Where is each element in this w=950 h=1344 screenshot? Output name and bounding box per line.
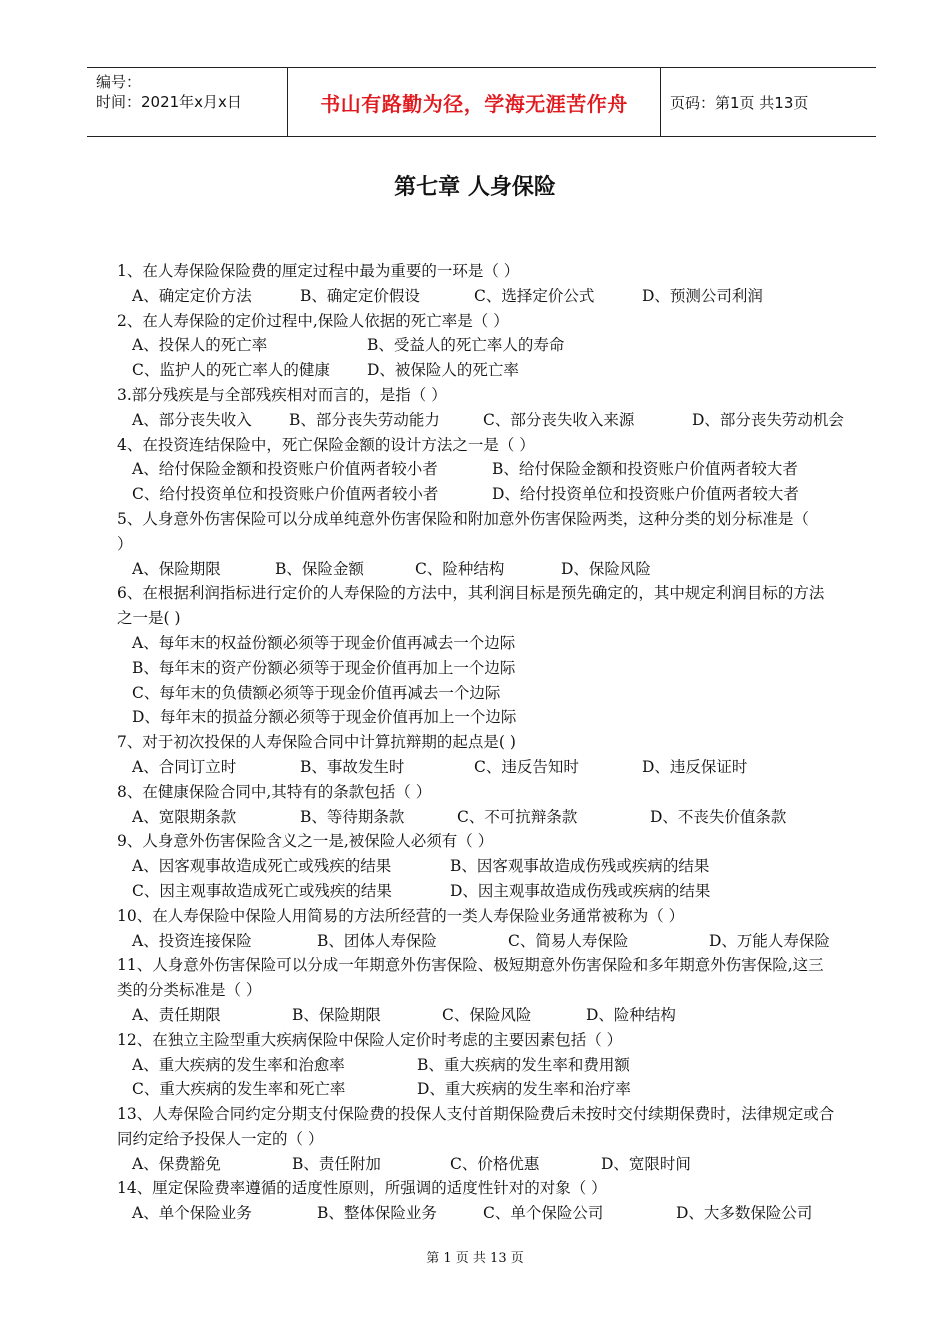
question-line: 3.部分残疾是与全部残疾相对而言的，是指（ ） [117,385,447,404]
answer-option: B、给付保险金额和投资账户价值两者较大者 [492,460,798,479]
answer-option: B、重大疾病的发生率和费用额 [417,1055,630,1074]
answer-option: A、每年末的权益份额必须等于现金价值再减去一个边际 [132,633,516,652]
header-meta [87,68,287,136]
question-line: ） [117,534,133,553]
question-line: 2、在人寿保险的定价过程中,保险人依据的死亡率是（ ） [117,311,509,330]
answer-option: D、部分丧失劳动机会 [692,410,844,429]
options-line [117,879,897,904]
answer-option: D、因主观事故造成伤残或疾病的结果 [450,881,711,900]
answer-option: B、团体人寿保险 [317,931,437,950]
options-line [117,333,897,358]
options-line [117,1201,897,1226]
question-line: 6、在根据利润指标进行定价的人寿保险的方法中，其利润目标是预先确定的，其中规定利润目标的方法 [117,584,825,603]
question-line: 8、在健康保险合同中,其特有的条款包括（ ） [117,782,432,801]
page-footer: 第 1 页 共 13 页 [426,1251,524,1266]
answer-option: C、因主观事故造成死亡或残疾的结果 [132,881,392,900]
answer-option: A、宽限期条款 [132,807,237,826]
answer-option: C、价格优惠 [450,1154,540,1173]
page-header [87,67,876,137]
answer-option: D、保险风险 [561,559,651,578]
options-line [117,929,897,954]
answer-option: C、选择定价公式 [474,286,595,305]
question-line: 类的分类标准是（ ） [117,981,262,1000]
answer-option: D、险种结构 [586,1005,676,1024]
answer-option: A、确定定价方法 [132,286,252,305]
question-line: 9、人身意外伤害保险含义之一是,被保险人必须有（ ） [117,832,494,851]
motto: 书山有路勤为径，学海无涯苦作舟 [320,91,628,116]
answer-option: B、受益人的死亡率人的寿命 [367,336,565,355]
answer-option: A、重大疾病的发生率和治愈率 [132,1055,345,1074]
answer-option: D、不丧失价值条款 [650,807,787,826]
answer-option: D、违反保证时 [642,757,748,776]
options-line [117,557,897,582]
answer-option: B、责任附加 [292,1154,381,1173]
answer-option: C、每年末的负债额必须等于现金价值再减去一个边际 [132,683,501,702]
chapter-title: 第七章 人身保险 [394,175,556,200]
answer-option: B、保险期限 [292,1005,381,1024]
answer-option: C、险种结构 [415,559,505,578]
answer-option: A、保费豁免 [132,1154,221,1173]
answer-option: B、部分丧失劳动能力 [289,410,440,429]
answer-option: D、重大疾病的发生率和治疗率 [417,1080,631,1099]
options-line [117,1152,897,1177]
number-label: 编号： [96,73,142,91]
answer-option: C、单个保险公司 [483,1204,604,1223]
answer-option: B、确定定价假设 [300,286,420,305]
question-line: 4、在投资连结保险中，死亡保险金额的设计方法之一是（ ） [117,435,535,454]
answer-option: D、被保险人的死亡率 [367,361,519,380]
options-line [117,854,897,879]
options-line [117,805,897,830]
question-line: 同约定给予投保人一定的（ ） [117,1129,324,1148]
answer-option: A、因客观事故造成死亡或残疾的结果 [132,857,392,876]
options-line [117,1077,897,1102]
answer-option: D、给付投资单位和投资账户价值两者较大者 [492,485,799,504]
answer-option: D、宽限时间 [601,1154,691,1173]
answer-option: C、给付投资单位和投资账户价值两者较小者 [132,485,439,504]
answer-option: A、合同订立时 [132,757,237,776]
answer-option: A、责任期限 [132,1005,221,1024]
options-line [117,755,897,780]
header-motto-cell [287,68,661,136]
answer-option: B、等待期条款 [300,807,405,826]
question-line: 11、人身意外伤害保险可以分成一年期意外伤害保险、极短期意外伤害保险和多年期意外伤害保险,这三 [117,956,824,975]
question-line: 之一是( ) [117,609,181,628]
answer-option: C、监护人的死亡率人的健康 [132,361,330,380]
options-line [117,457,897,482]
answer-option: D、预测公司利润 [642,286,763,305]
answer-option: B、因客观事故造成伤残或疾病的结果 [450,857,710,876]
question-line: 12、在独立主险型重大疾病保险中保险人定价时考虑的主要因素包括（ ） [117,1030,623,1049]
options-line [117,631,897,656]
answer-option: B、保险金额 [275,559,364,578]
page-info: 页码：第1页 共13页 [670,93,809,112]
answer-option: C、重大疾病的发生率和死亡率 [132,1080,346,1099]
question-line: 1、在人寿保险保险费的厘定过程中最为重要的一环是（ ） [117,262,520,280]
answer-option: C、违反告知时 [474,757,579,776]
options-line [117,705,897,730]
question-list [117,259,897,1226]
options-line [117,1003,897,1028]
options-line [117,482,897,507]
answer-option: A、保险期限 [132,559,221,578]
question-line: 10、在人寿保险中保险人用简易的方法所经营的一类人寿保险业务通常被称为（ ） [117,906,685,925]
options-line [117,358,897,383]
options-line [117,656,897,681]
options-line [117,408,897,433]
answer-option: B、每年末的资产份额必须等于现金价值再加上一个边际 [132,658,516,677]
answer-option: D、大多数保险公司 [676,1204,813,1223]
question-line: 5、人身意外伤害保险可以分成单纯意外伤害保险和附加意外伤害保险两类，这种分类的划分标准是（ [117,509,809,528]
question-line: 14、厘定保险费率遵循的适度性原则，所强调的适度性针对的对象（ ） [117,1179,607,1198]
answer-option: B、整体保险业务 [317,1204,437,1223]
answer-option: A、给付保险金额和投资账户价值两者较小者 [132,460,438,479]
answer-option: C、简易人寿保险 [508,931,629,950]
answer-option: C、保险风险 [442,1005,532,1024]
header-page-info-cell [661,68,876,136]
options-line [117,681,897,706]
answer-option: D、万能人寿保险 [709,931,830,950]
question-line: 7、对于初次投保的人寿保险合同中计算抗辩期的起点是( ) [117,733,516,752]
answer-option: C、不可抗辩条款 [457,807,578,826]
question-line: 13、人寿保险合同约定分期支付保险费的投保人支付首期保险费后未按时交付续期保费时，法律规定或合 [117,1105,835,1124]
answer-option: D、每年末的损益分额必须等于现金价值再加上一个边际 [132,708,517,727]
time-line: 时间：2021年x月x日 [96,93,242,111]
options-line [117,284,897,309]
options-line [117,1053,897,1078]
answer-option: A、投保人的死亡率 [132,336,268,355]
answer-option: A、部分丧失收入 [132,410,252,429]
answer-option: A、单个保险业务 [132,1204,252,1223]
answer-option: C、部分丧失收入来源 [483,410,635,429]
answer-option: B、事故发生时 [300,757,405,776]
answer-option: A、投资连接保险 [132,931,252,950]
